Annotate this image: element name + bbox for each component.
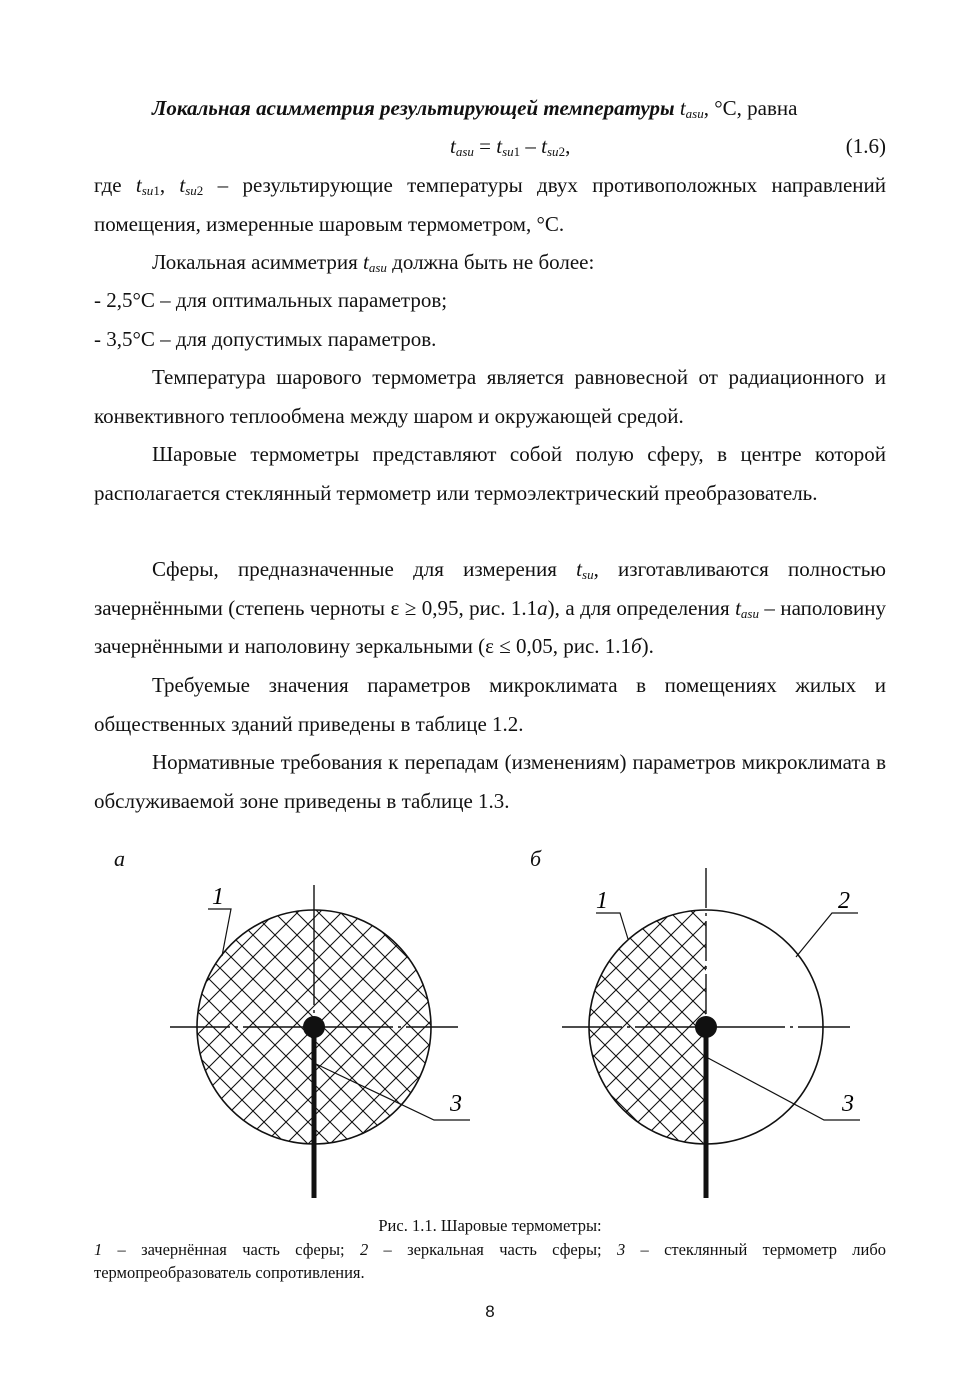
sphere-b-callout-3-leader (708, 1058, 860, 1120)
equation: $t_{asu} = t_{su1} - t_{su2}$, (450, 134, 571, 159)
figure-label-b: б (530, 846, 542, 871)
sphere-b-thermometer-bulb (695, 1016, 717, 1038)
sphere-a-thermometer-bulb (303, 1016, 325, 1038)
figure-caption-legend: 1 – зачернённая часть сферы; 2 – зеркальная часть сферы; 3 – стеклянный термометр либо термопреобразователь сопротивления. (94, 1240, 886, 1282)
page-number: 8 (485, 1302, 495, 1321)
paragraph-globe-temperature: Температура шарового термометра является равновесной от радиационного и конвективного теплообмена между шаром и окружающей средой. (94, 365, 886, 428)
sphere-b-callout-1-leader (596, 913, 628, 939)
list-item-optimal: - 2,5°С – для оптимальных параметров; (94, 288, 448, 312)
sphere-b (562, 868, 860, 1198)
equation-number: (1.6) (845, 134, 886, 158)
var-t: t (679, 96, 686, 120)
list-item-permissible: - 3,5°С – для допустимых параметров. (94, 327, 437, 351)
paragraph-spheres: Сферы, предназначенные для измерения $t_{su}$, изготавливаются полностью зачернёнными (степень черноты ε ≥ 0,95, рис. 1.1а), а для определения $t_{asu}$ – наполовину зачернёнными и наполовину зеркальными (ε ≤ 0,05, рис. 1.1б). (94, 557, 886, 658)
figure-caption-title: Рис. 1.1. Шаровые термометры: (378, 1216, 602, 1235)
figure-label-a: а (114, 846, 125, 871)
sphere-a-callout-1: 1 (212, 884, 224, 910)
sphere-a-callout-3: 3 (450, 1091, 462, 1117)
intro-line: Локальная асимметрия результирующей температуры $t_{asu}$, °С, равна (152, 96, 798, 121)
sphere-b-callout-2-leader (796, 913, 858, 957)
limit-paragraph: Локальная асимметрия $t_{asu}$ должна быть не более: (152, 250, 595, 275)
paragraph-table-1-2: Требуемые значения параметров микроклимата в помещениях жилых и общественных зданий приведены в таблице 1.2. (94, 673, 886, 736)
paragraph-table-1-3: Нормативные требования к перепадам (изменениям) параметров микроклимата в обслуживаемой зоне приведены в таблице 1.3. (94, 750, 886, 813)
sphere-a (170, 884, 470, 1198)
sphere-b-callout-3: 3 (842, 1091, 854, 1117)
paragraph-globe-thermometers: Шаровые термометры представляют собой полую сферу, в центре которой располагается стеклянный термометр или термоэлектрический преобразователь. (94, 442, 886, 505)
sphere-b-callout-2: 2 (838, 888, 850, 914)
where-paragraph: где $t_{su1}$, $t_{su2}$ – результирующие температуры двух противоположных направлений помещения, измеренные шаровым термометром, °С. (94, 173, 886, 236)
sphere-b-callout-1: 1 (596, 888, 608, 914)
bold-heading: Локальная асимметрия результирующей температуры (152, 96, 675, 120)
